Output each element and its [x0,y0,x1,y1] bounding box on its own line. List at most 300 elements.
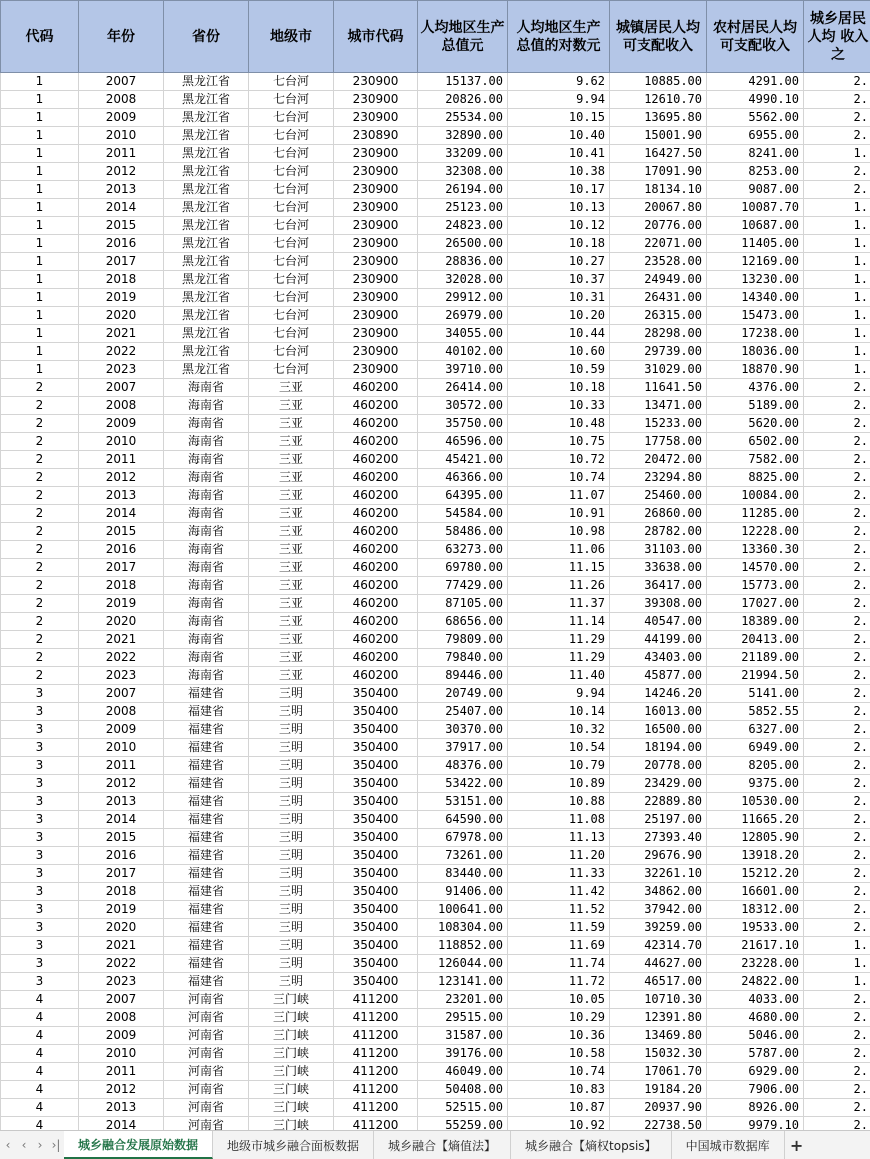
cell-city[interactable]: 三亚 [249,649,334,667]
cell-urban-income[interactable]: 29739.00 [610,343,707,361]
cell-year[interactable]: 2023 [79,667,164,685]
cell-province[interactable]: 海南省 [164,541,249,559]
cell-urban-income[interactable]: 43403.00 [610,649,707,667]
cell-code[interactable]: 3 [1,775,79,793]
cell-city-code[interactable]: 350400 [334,775,418,793]
cell-rural-income[interactable]: 6502.00 [707,433,804,451]
cell-city-code[interactable]: 460200 [334,415,418,433]
cell-gdp-per-capita[interactable]: 25407.00 [418,703,508,721]
cell-city[interactable]: 七台河 [249,163,334,181]
cell-city[interactable]: 三明 [249,757,334,775]
cell-city[interactable]: 三明 [249,847,334,865]
cell-province[interactable]: 黑龙江省 [164,325,249,343]
cell-city[interactable]: 三亚 [249,451,334,469]
cell-gdp-per-capita[interactable]: 25534.00 [418,109,508,127]
cell-log-gdp[interactable]: 10.59 [508,361,610,379]
cell-gdp-per-capita[interactable]: 35750.00 [418,415,508,433]
cell-rural-income[interactable]: 10530.00 [707,793,804,811]
cell-city-code[interactable]: 230900 [334,325,418,343]
cell-code[interactable]: 1 [1,109,79,127]
cell-urban-income[interactable]: 23294.80 [610,469,707,487]
cell-log-gdp[interactable]: 9.62 [508,73,610,91]
cell-code[interactable]: 2 [1,595,79,613]
cell-urban-income[interactable]: 16500.00 [610,721,707,739]
cell-code[interactable]: 1 [1,235,79,253]
cell-income-ratio[interactable]: 2. [804,919,870,937]
cell-city[interactable]: 三明 [249,973,334,991]
cell-log-gdp[interactable]: 11.26 [508,577,610,595]
cell-city[interactable]: 三明 [249,883,334,901]
cell-rural-income[interactable]: 6949.00 [707,739,804,757]
cell-income-ratio[interactable]: 2. [804,1099,870,1117]
cell-province[interactable]: 海南省 [164,469,249,487]
cell-rural-income[interactable]: 21617.10 [707,937,804,955]
cell-province[interactable]: 福建省 [164,685,249,703]
header-cell-city[interactable]: 地级市 [249,1,334,73]
cell-gdp-per-capita[interactable]: 39710.00 [418,361,508,379]
cell-province[interactable]: 河南省 [164,1063,249,1081]
cell-rural-income[interactable]: 9375.00 [707,775,804,793]
cell-code[interactable]: 1 [1,73,79,91]
cell-city[interactable]: 三明 [249,721,334,739]
cell-year[interactable]: 2014 [79,199,164,217]
cell-city-code[interactable]: 230900 [334,253,418,271]
cell-code[interactable]: 2 [1,577,79,595]
cell-province[interactable]: 福建省 [164,919,249,937]
cell-rural-income[interactable]: 17238.00 [707,325,804,343]
cell-log-gdp[interactable]: 10.37 [508,271,610,289]
cell-rural-income[interactable]: 13918.20 [707,847,804,865]
cell-gdp-per-capita[interactable]: 15137.00 [418,73,508,91]
cell-city-code[interactable]: 411200 [334,1045,418,1063]
cell-city-code[interactable]: 350400 [334,919,418,937]
cell-code[interactable]: 2 [1,469,79,487]
cell-code[interactable]: 3 [1,757,79,775]
cell-city[interactable]: 三亚 [249,397,334,415]
cell-urban-income[interactable]: 20937.90 [610,1099,707,1117]
cell-gdp-per-capita[interactable]: 83440.00 [418,865,508,883]
cell-urban-income[interactable]: 16427.50 [610,145,707,163]
cell-year[interactable]: 2013 [79,181,164,199]
cell-city-code[interactable]: 350400 [334,901,418,919]
cell-city-code[interactable]: 460200 [334,487,418,505]
cell-code[interactable]: 2 [1,433,79,451]
cell-log-gdp[interactable]: 11.29 [508,649,610,667]
cell-gdp-per-capita[interactable]: 100641.00 [418,901,508,919]
cell-urban-income[interactable]: 28782.00 [610,523,707,541]
cell-income-ratio[interactable]: 1. [804,973,870,991]
cell-income-ratio[interactable]: 2. [804,991,870,1009]
cell-urban-income[interactable]: 20472.00 [610,451,707,469]
cell-income-ratio[interactable]: 1. [804,289,870,307]
cell-code[interactable]: 3 [1,865,79,883]
cell-city[interactable]: 七台河 [249,307,334,325]
cell-income-ratio[interactable]: 2. [804,541,870,559]
cell-log-gdp[interactable]: 11.29 [508,631,610,649]
cell-log-gdp[interactable]: 10.44 [508,325,610,343]
cell-log-gdp[interactable]: 10.14 [508,703,610,721]
cell-city-code[interactable]: 230900 [334,307,418,325]
cell-rural-income[interactable]: 8253.00 [707,163,804,181]
cell-log-gdp[interactable]: 10.89 [508,775,610,793]
cell-city[interactable]: 三亚 [249,541,334,559]
cell-code[interactable]: 3 [1,721,79,739]
cell-gdp-per-capita[interactable]: 73261.00 [418,847,508,865]
cell-rural-income[interactable]: 11665.20 [707,811,804,829]
cell-rural-income[interactable]: 12169.00 [707,253,804,271]
cell-year[interactable]: 2018 [79,577,164,595]
cell-city-code[interactable]: 230900 [334,181,418,199]
cell-year[interactable]: 2014 [79,811,164,829]
cell-city-code[interactable]: 350400 [334,865,418,883]
cell-city[interactable]: 三门峡 [249,1081,334,1099]
cell-log-gdp[interactable]: 10.36 [508,1027,610,1045]
cell-gdp-per-capita[interactable]: 26194.00 [418,181,508,199]
cell-province[interactable]: 黑龙江省 [164,271,249,289]
cell-gdp-per-capita[interactable]: 79840.00 [418,649,508,667]
cell-city-code[interactable]: 460200 [334,595,418,613]
cell-income-ratio[interactable]: 2. [804,469,870,487]
cell-city-code[interactable]: 350400 [334,955,418,973]
cell-city-code[interactable]: 350400 [334,685,418,703]
cell-year[interactable]: 2013 [79,793,164,811]
cell-city[interactable]: 三门峡 [249,1099,334,1117]
cell-urban-income[interactable]: 10885.00 [610,73,707,91]
cell-rural-income[interactable]: 13360.30 [707,541,804,559]
cell-code[interactable]: 1 [1,253,79,271]
cell-city[interactable]: 七台河 [249,91,334,109]
cell-city[interactable]: 七台河 [249,361,334,379]
cell-city[interactable]: 三亚 [249,505,334,523]
cell-rural-income[interactable]: 21189.00 [707,649,804,667]
cell-code[interactable]: 4 [1,1063,79,1081]
cell-income-ratio[interactable]: 2. [804,703,870,721]
cell-income-ratio[interactable]: 2. [804,451,870,469]
cell-year[interactable]: 2017 [79,865,164,883]
cell-rural-income[interactable]: 8825.00 [707,469,804,487]
cell-income-ratio[interactable]: 2. [804,883,870,901]
cell-city[interactable]: 三门峡 [249,1117,334,1131]
cell-gdp-per-capita[interactable]: 123141.00 [418,973,508,991]
cell-code[interactable]: 3 [1,973,79,991]
cell-province[interactable]: 海南省 [164,559,249,577]
last-sheet-arrow-icon[interactable]: › | [48,1131,64,1159]
cell-urban-income[interactable]: 36417.00 [610,577,707,595]
cell-year[interactable]: 2009 [79,1027,164,1045]
header-cell-log-gdp[interactable]: 人均地区生产总值的对数元 [508,1,610,73]
cell-city[interactable]: 三明 [249,901,334,919]
cell-urban-income[interactable]: 20776.00 [610,217,707,235]
cell-rural-income[interactable]: 15473.00 [707,307,804,325]
header-cell-urban-income[interactable]: 城镇居民人均可支配收入 [610,1,707,73]
cell-rural-income[interactable]: 8241.00 [707,145,804,163]
cell-income-ratio[interactable]: 1. [804,307,870,325]
cell-code[interactable]: 2 [1,487,79,505]
cell-gdp-per-capita[interactable]: 26979.00 [418,307,508,325]
cell-log-gdp[interactable]: 11.69 [508,937,610,955]
cell-city-code[interactable]: 411200 [334,1009,418,1027]
cell-urban-income[interactable]: 15001.90 [610,127,707,145]
cell-city-code[interactable]: 350400 [334,757,418,775]
cell-city[interactable]: 三门峡 [249,1027,334,1045]
cell-city[interactable]: 三明 [249,775,334,793]
cell-rural-income[interactable]: 8926.00 [707,1099,804,1117]
cell-income-ratio[interactable]: 2. [804,757,870,775]
cell-year[interactable]: 2022 [79,343,164,361]
sheet-tab-raw-data[interactable]: 城乡融合发展原始数据 [64,1131,213,1159]
cell-city-code[interactable]: 230900 [334,73,418,91]
cell-year[interactable]: 2009 [79,109,164,127]
cell-gdp-per-capita[interactable]: 52515.00 [418,1099,508,1117]
cell-urban-income[interactable]: 31029.00 [610,361,707,379]
cell-urban-income[interactable]: 33638.00 [610,559,707,577]
cell-code[interactable]: 3 [1,937,79,955]
cell-income-ratio[interactable]: 1. [804,217,870,235]
cell-income-ratio[interactable]: 2. [804,613,870,631]
cell-city[interactable]: 三亚 [249,469,334,487]
cell-gdp-per-capita[interactable]: 26414.00 [418,379,508,397]
cell-code[interactable]: 1 [1,145,79,163]
cell-year[interactable]: 2015 [79,523,164,541]
cell-income-ratio[interactable]: 2. [804,739,870,757]
first-sheet-arrow-icon[interactable]: ‹ [0,1131,16,1159]
cell-log-gdp[interactable]: 11.08 [508,811,610,829]
cell-gdp-per-capita[interactable]: 64590.00 [418,811,508,829]
cell-province[interactable]: 福建省 [164,829,249,847]
cell-city[interactable]: 三明 [249,955,334,973]
cell-rural-income[interactable]: 18036.00 [707,343,804,361]
cell-year[interactable]: 2012 [79,1081,164,1099]
cell-city[interactable]: 三亚 [249,577,334,595]
cell-city[interactable]: 三门峡 [249,1045,334,1063]
cell-log-gdp[interactable]: 11.13 [508,829,610,847]
cell-year[interactable]: 2008 [79,703,164,721]
cell-city[interactable]: 三明 [249,739,334,757]
cell-city-code[interactable]: 350400 [334,847,418,865]
cell-province[interactable]: 福建省 [164,901,249,919]
cell-log-gdp[interactable]: 11.07 [508,487,610,505]
cell-rural-income[interactable]: 15212.20 [707,865,804,883]
cell-city-code[interactable]: 460200 [334,631,418,649]
header-cell-code[interactable]: 代码 [1,1,79,73]
cell-city-code[interactable]: 350400 [334,973,418,991]
cell-gdp-per-capita[interactable]: 50408.00 [418,1081,508,1099]
cell-province[interactable]: 福建省 [164,865,249,883]
cell-year[interactable]: 2013 [79,1099,164,1117]
cell-year[interactable]: 2012 [79,163,164,181]
cell-year[interactable]: 2015 [79,217,164,235]
cell-city-code[interactable]: 411200 [334,991,418,1009]
cell-gdp-per-capita[interactable]: 55259.00 [418,1117,508,1131]
cell-income-ratio[interactable]: 1. [804,955,870,973]
cell-code[interactable]: 1 [1,217,79,235]
cell-city[interactable]: 七台河 [249,253,334,271]
cell-income-ratio[interactable]: 2. [804,73,870,91]
cell-city-code[interactable]: 230900 [334,91,418,109]
cell-urban-income[interactable]: 45877.00 [610,667,707,685]
cell-city-code[interactable]: 460200 [334,505,418,523]
cell-code[interactable]: 2 [1,451,79,469]
cell-gdp-per-capita[interactable]: 87105.00 [418,595,508,613]
cell-city-code[interactable]: 460200 [334,559,418,577]
cell-income-ratio[interactable]: 2. [804,667,870,685]
header-cell-income-ratio[interactable]: 城乡居民人均 收入之 [804,1,870,73]
cell-city-code[interactable]: 350400 [334,721,418,739]
cell-income-ratio[interactable]: 2. [804,397,870,415]
cell-code[interactable]: 2 [1,379,79,397]
cell-income-ratio[interactable]: 2. [804,811,870,829]
cell-year[interactable]: 2011 [79,757,164,775]
cell-gdp-per-capita[interactable]: 108304.00 [418,919,508,937]
cell-city-code[interactable]: 411200 [334,1027,418,1045]
cell-rural-income[interactable]: 18312.00 [707,901,804,919]
cell-year[interactable]: 2016 [79,541,164,559]
cell-gdp-per-capita[interactable]: 33209.00 [418,145,508,163]
cell-year[interactable]: 2021 [79,937,164,955]
cell-gdp-per-capita[interactable]: 126044.00 [418,955,508,973]
cell-city[interactable]: 七台河 [249,289,334,307]
cell-urban-income[interactable]: 25197.00 [610,811,707,829]
cell-year[interactable]: 2020 [79,613,164,631]
cell-gdp-per-capita[interactable]: 34055.00 [418,325,508,343]
cell-gdp-per-capita[interactable]: 58486.00 [418,523,508,541]
cell-income-ratio[interactable]: 2. [804,595,870,613]
cell-gdp-per-capita[interactable]: 23201.00 [418,991,508,1009]
header-cell-year[interactable]: 年份 [79,1,164,73]
cell-income-ratio[interactable]: 2. [804,793,870,811]
cell-gdp-per-capita[interactable]: 29912.00 [418,289,508,307]
cell-city[interactable]: 三亚 [249,415,334,433]
cell-city[interactable]: 七台河 [249,145,334,163]
cell-year[interactable]: 2007 [79,73,164,91]
cell-income-ratio[interactable]: 1. [804,361,870,379]
cell-rural-income[interactable]: 15773.00 [707,577,804,595]
cell-rural-income[interactable]: 12805.90 [707,829,804,847]
cell-province[interactable]: 河南省 [164,1009,249,1027]
cell-urban-income[interactable]: 26860.00 [610,505,707,523]
cell-log-gdp[interactable]: 11.06 [508,541,610,559]
cell-income-ratio[interactable]: 2. [804,775,870,793]
cell-code[interactable]: 4 [1,1099,79,1117]
cell-city-code[interactable]: 460200 [334,433,418,451]
cell-year[interactable]: 2010 [79,739,164,757]
cell-city-code[interactable]: 411200 [334,1117,418,1131]
cell-province[interactable]: 海南省 [164,433,249,451]
cell-province[interactable]: 河南省 [164,991,249,1009]
cell-year[interactable]: 2019 [79,901,164,919]
sheet-tab-topsis[interactable]: 城乡融合【熵权topsis】 [511,1131,672,1159]
cell-income-ratio[interactable]: 2. [804,505,870,523]
cell-rural-income[interactable]: 23228.00 [707,955,804,973]
cell-urban-income[interactable]: 10710.30 [610,991,707,1009]
cell-year[interactable]: 2022 [79,955,164,973]
cell-year[interactable]: 2012 [79,469,164,487]
cell-log-gdp[interactable]: 10.41 [508,145,610,163]
cell-city[interactable]: 七台河 [249,343,334,361]
cell-urban-income[interactable]: 46517.00 [610,973,707,991]
cell-province[interactable]: 福建省 [164,757,249,775]
cell-city-code[interactable]: 460200 [334,469,418,487]
cell-city[interactable]: 七台河 [249,73,334,91]
cell-year[interactable]: 2007 [79,991,164,1009]
cell-code[interactable]: 2 [1,667,79,685]
cell-urban-income[interactable]: 16013.00 [610,703,707,721]
cell-income-ratio[interactable]: 1. [804,145,870,163]
cell-gdp-per-capita[interactable]: 91406.00 [418,883,508,901]
cell-gdp-per-capita[interactable]: 20749.00 [418,685,508,703]
cell-gdp-per-capita[interactable]: 29515.00 [418,1009,508,1027]
cell-urban-income[interactable]: 26315.00 [610,307,707,325]
cell-log-gdp[interactable]: 11.33 [508,865,610,883]
sheet-tab-panel-data[interactable]: 地级市城乡融合面板数据 [213,1131,374,1159]
cell-city[interactable]: 三明 [249,685,334,703]
cell-rural-income[interactable]: 14570.00 [707,559,804,577]
cell-city-code[interactable]: 460200 [334,451,418,469]
cell-rural-income[interactable]: 14340.00 [707,289,804,307]
cell-urban-income[interactable]: 11641.50 [610,379,707,397]
cell-city-code[interactable]: 230900 [334,361,418,379]
cell-code[interactable]: 3 [1,703,79,721]
cell-income-ratio[interactable]: 2. [804,865,870,883]
cell-year[interactable]: 2008 [79,1009,164,1027]
cell-gdp-per-capita[interactable]: 63273.00 [418,541,508,559]
cell-log-gdp[interactable]: 11.14 [508,613,610,631]
header-cell-city-code[interactable]: 城市代码 [334,1,418,73]
cell-urban-income[interactable]: 26431.00 [610,289,707,307]
cell-gdp-per-capita[interactable]: 28836.00 [418,253,508,271]
cell-province[interactable]: 福建省 [164,811,249,829]
cell-gdp-per-capita[interactable]: 45421.00 [418,451,508,469]
cell-province[interactable]: 黑龙江省 [164,127,249,145]
cell-urban-income[interactable]: 22071.00 [610,235,707,253]
cell-log-gdp[interactable]: 10.98 [508,523,610,541]
cell-rural-income[interactable]: 6327.00 [707,721,804,739]
cell-year[interactable]: 2008 [79,397,164,415]
cell-city-code[interactable]: 460200 [334,541,418,559]
cell-gdp-per-capita[interactable]: 89446.00 [418,667,508,685]
cell-gdp-per-capita[interactable]: 30572.00 [418,397,508,415]
cell-urban-income[interactable]: 18194.00 [610,739,707,757]
cell-urban-income[interactable]: 14246.20 [610,685,707,703]
cell-year[interactable]: 2020 [79,919,164,937]
cell-rural-income[interactable]: 13230.00 [707,271,804,289]
cell-urban-income[interactable]: 39308.00 [610,595,707,613]
cell-city-code[interactable]: 460200 [334,667,418,685]
cell-gdp-per-capita[interactable]: 32028.00 [418,271,508,289]
cell-rural-income[interactable]: 17027.00 [707,595,804,613]
cell-log-gdp[interactable]: 10.79 [508,757,610,775]
cell-code[interactable]: 2 [1,541,79,559]
cell-rural-income[interactable]: 10087.70 [707,199,804,217]
cell-city[interactable]: 三明 [249,793,334,811]
cell-income-ratio[interactable]: 2. [804,901,870,919]
cell-code[interactable]: 1 [1,325,79,343]
cell-urban-income[interactable]: 15233.00 [610,415,707,433]
cell-log-gdp[interactable]: 9.94 [508,91,610,109]
cell-urban-income[interactable]: 40547.00 [610,613,707,631]
cell-log-gdp[interactable]: 10.32 [508,721,610,739]
cell-city-code[interactable]: 460200 [334,577,418,595]
cell-income-ratio[interactable]: 2. [804,379,870,397]
cell-city[interactable]: 三明 [249,865,334,883]
header-cell-province[interactable]: 省份 [164,1,249,73]
cell-income-ratio[interactable]: 2. [804,1009,870,1027]
cell-log-gdp[interactable]: 10.38 [508,163,610,181]
cell-rural-income[interactable]: 18389.00 [707,613,804,631]
cell-code[interactable]: 1 [1,307,79,325]
cell-province[interactable]: 海南省 [164,451,249,469]
cell-rural-income[interactable]: 11405.00 [707,235,804,253]
